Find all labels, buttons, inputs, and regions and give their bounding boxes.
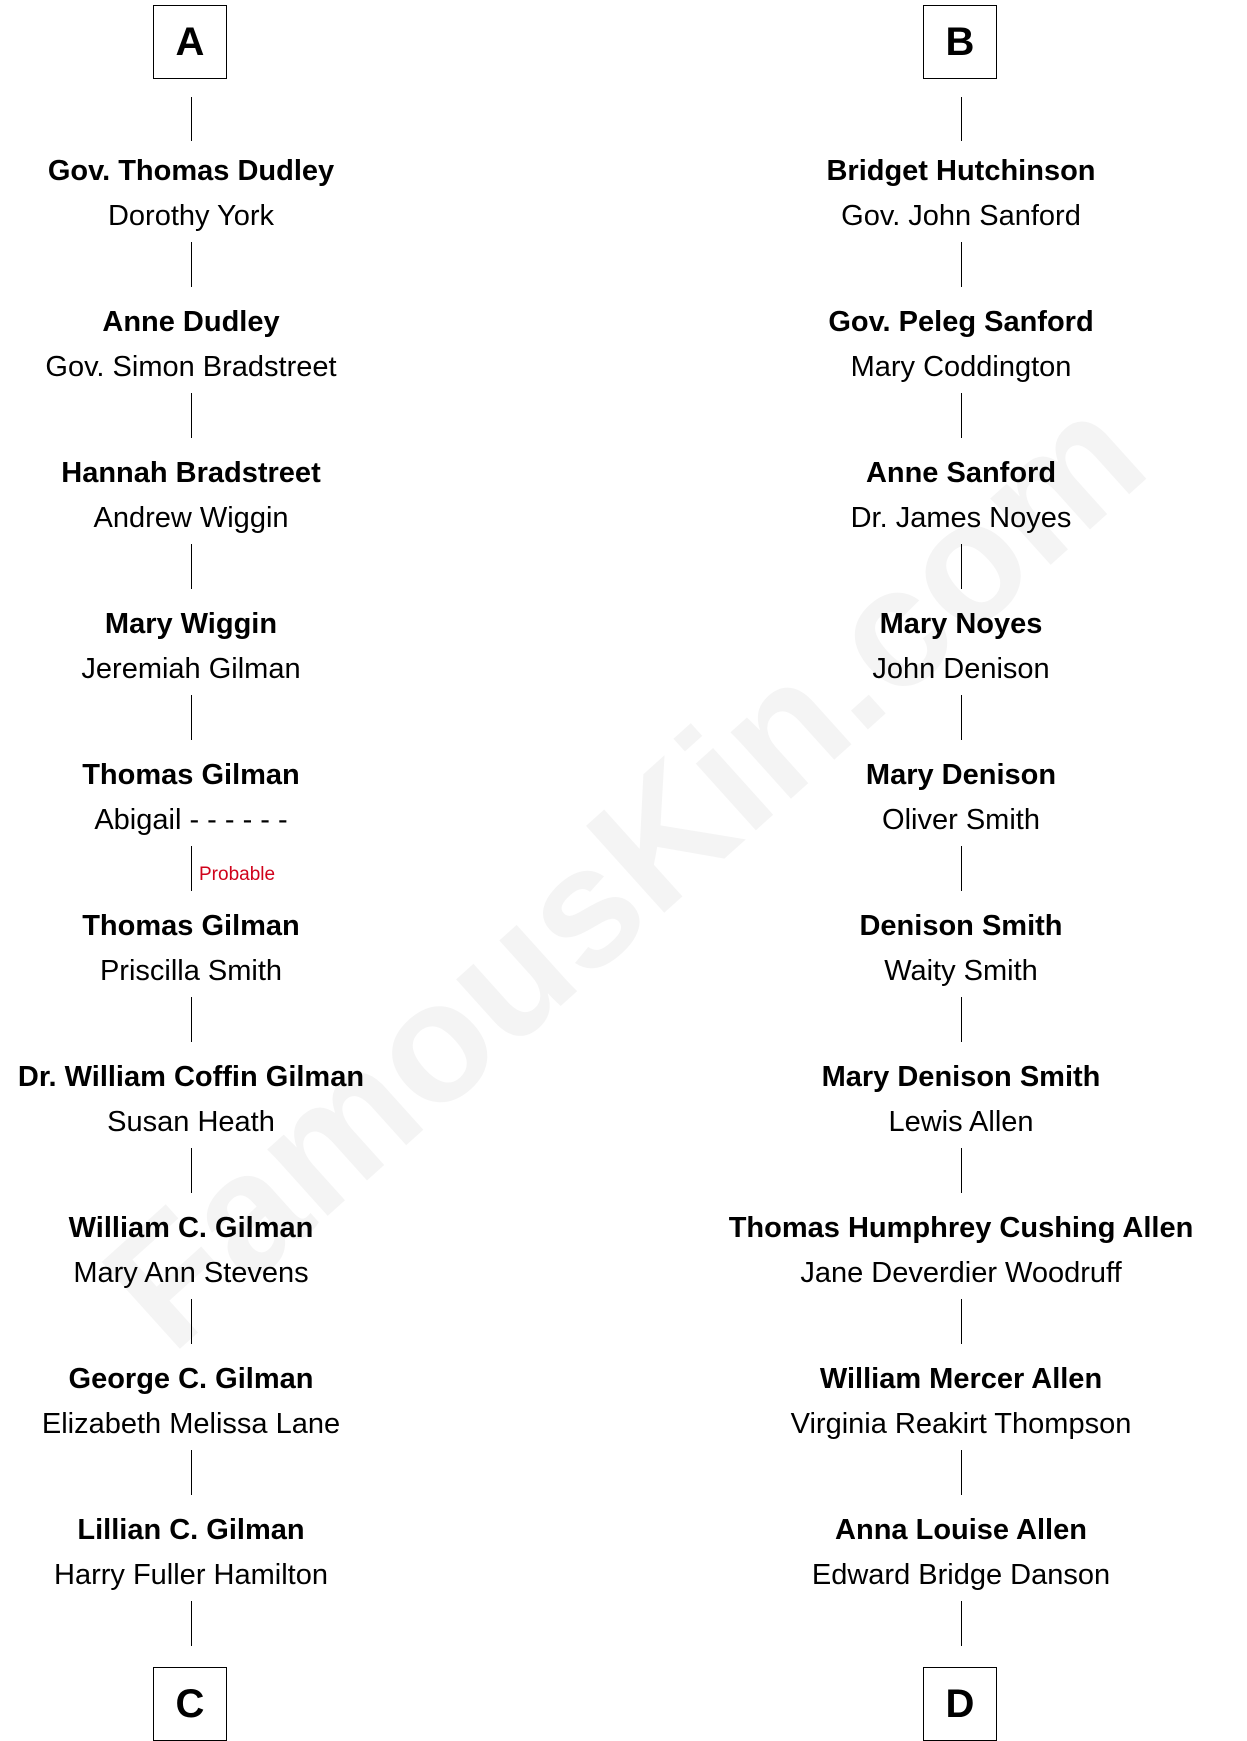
- connector-line: [191, 1299, 192, 1344]
- generation-b-9: [561, 1364, 1247, 1439]
- primary-name: Mary Denison: [865, 759, 1057, 791]
- connector-line: [191, 97, 192, 141]
- primary-name: Anna Louise Allen: [835, 1514, 1087, 1546]
- spouse-name: Harry Fuller Hamilton: [54, 1559, 328, 1591]
- generation-b-2: [561, 307, 1247, 382]
- primary-name: Thomas Gilman: [82, 759, 300, 791]
- spouse-name: Dr. James Noyes: [850, 502, 1072, 534]
- primary-name: Anne Sanford: [865, 457, 1057, 489]
- spouse-name: Susan Heath: [107, 1106, 275, 1138]
- primary-name: Mary Denison Smith: [821, 1061, 1101, 1093]
- primary-name: George C. Gilman: [68, 1363, 314, 1395]
- primary-name: William Mercer Allen: [819, 1363, 1103, 1395]
- generation-b-7: [561, 1062, 1247, 1137]
- connector-line: [961, 393, 962, 438]
- connector-line: [191, 1450, 192, 1495]
- spouse-name: Jeremiah Gilman: [81, 653, 301, 685]
- spouse-name: Waity Smith: [884, 955, 1038, 987]
- primary-name: Hannah Bradstreet: [61, 457, 321, 489]
- connector-line: [961, 1450, 962, 1495]
- primary-name: Thomas Gilman: [82, 910, 300, 942]
- primary-name: Dr. William Coffin Gilman: [17, 1061, 365, 1093]
- connector-line: [191, 242, 192, 287]
- generation-a-2: [0, 307, 591, 382]
- spouse-name: Virginia Reakirt Thompson: [790, 1408, 1132, 1440]
- generation-a-7: [0, 1062, 591, 1137]
- generation-a-6: [0, 911, 591, 986]
- primary-name: Lillian C. Gilman: [77, 1514, 305, 1546]
- connector-line: [961, 97, 962, 141]
- generation-b-8: [561, 1213, 1247, 1288]
- primary-name: Mary Wiggin: [104, 608, 278, 640]
- spouse-name: Mary Ann Stevens: [73, 1257, 309, 1289]
- spouse-name: Andrew Wiggin: [93, 502, 289, 534]
- generation-a-9: [0, 1364, 591, 1439]
- spouse-name: John Denison: [872, 653, 1050, 685]
- generation-a-5: [0, 760, 591, 835]
- connector-line: [191, 695, 192, 740]
- top-box-b: B: [923, 5, 997, 79]
- generation-a-3: [0, 458, 591, 533]
- connector-line-probable: [191, 846, 192, 891]
- connector-line: [961, 997, 962, 1042]
- generation-b-10: [561, 1515, 1247, 1590]
- connector-line: [961, 1299, 962, 1344]
- spouse-name: Elizabeth Melissa Lane: [41, 1408, 341, 1440]
- connector-line: [961, 1601, 962, 1646]
- primary-name: Bridget Hutchinson: [826, 155, 1096, 187]
- spouse-name: Jane Deverdier Woodruff: [800, 1257, 1122, 1289]
- spouse-name: Gov. John Sanford: [841, 200, 1081, 232]
- probable-note: Probable: [199, 864, 276, 885]
- connector-line: [191, 1601, 192, 1646]
- generation-a-8: [0, 1213, 591, 1288]
- spouse-name: Oliver Smith: [882, 804, 1040, 836]
- spouse-name: Mary Coddington: [850, 351, 1072, 383]
- generation-a-1: [0, 156, 591, 231]
- generation-a-4: [0, 609, 591, 684]
- spouse-name: Lewis Allen: [888, 1106, 1034, 1138]
- spouse-name: Abigail - - - - - -: [94, 804, 288, 836]
- generation-a-10: [0, 1515, 591, 1590]
- connector-line: [961, 242, 962, 287]
- generation-b-1: [561, 156, 1247, 231]
- bottom-box-c: C: [153, 1667, 227, 1741]
- spouse-name: Dorothy York: [107, 200, 275, 232]
- connector-line: [961, 1148, 962, 1193]
- connector-line: [191, 997, 192, 1042]
- primary-name: Gov. Thomas Dudley: [47, 155, 335, 187]
- top-box-a: A: [153, 5, 227, 79]
- connector-line: [191, 544, 192, 589]
- connector-line: [961, 695, 962, 740]
- primary-name: Anne Dudley: [102, 306, 280, 338]
- connector-line: [961, 846, 962, 891]
- spouse-name: Gov. Simon Bradstreet: [45, 351, 337, 383]
- primary-name: Gov. Peleg Sanford: [828, 306, 1094, 338]
- spouse-name: Edward Bridge Danson: [811, 1559, 1111, 1591]
- spouse-name: Priscilla Smith: [99, 955, 283, 987]
- primary-name: Mary Noyes: [879, 608, 1043, 640]
- generation-b-5: [561, 760, 1247, 835]
- primary-name: William C. Gilman: [68, 1212, 314, 1244]
- primary-name: Denison Smith: [859, 910, 1063, 942]
- connector-line: [191, 393, 192, 438]
- bottom-box-d: D: [923, 1667, 997, 1741]
- generation-b-4: [561, 609, 1247, 684]
- generation-b-6: [561, 911, 1247, 986]
- connector-line: [191, 1148, 192, 1193]
- primary-name: Thomas Humphrey Cushing Allen: [728, 1212, 1194, 1244]
- connector-line: [961, 544, 962, 589]
- generation-b-3: [561, 458, 1247, 533]
